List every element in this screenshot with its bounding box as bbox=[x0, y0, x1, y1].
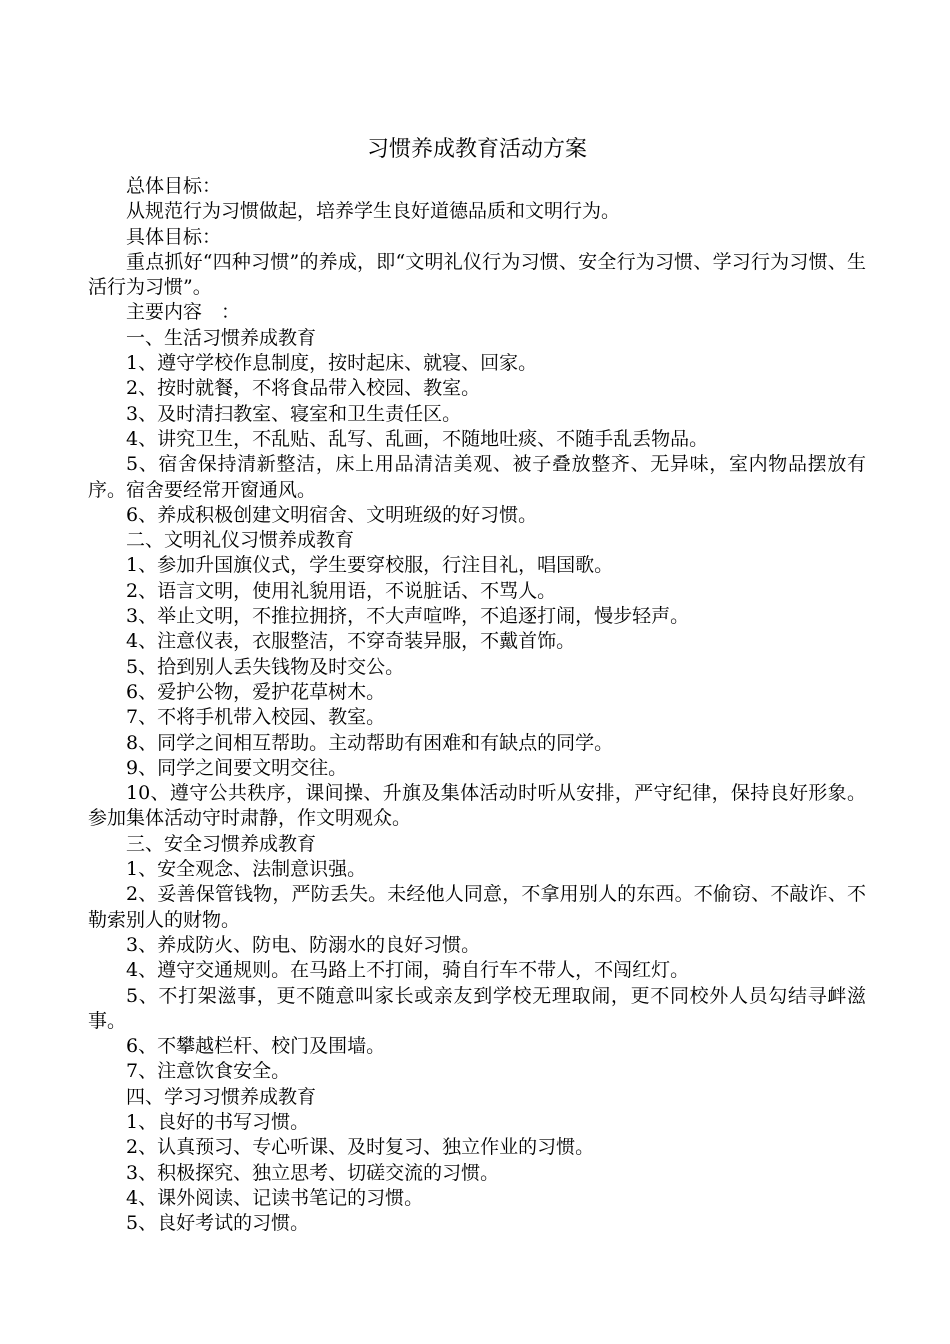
document-title: 习惯养成教育活动方案 bbox=[366, 137, 587, 162]
list-item: 4、讲究卫生，不乱贴、乱写、乱画，不随地吐痰、不随手乱丢物品。 bbox=[126, 427, 709, 450]
document-body bbox=[88, 174, 866, 1236]
paragraph: 重点抓好“四种习惯”的养成，即“文明礼仪行为习惯、安全行为习惯、学习行为习惯、生活行为习惯”。 bbox=[88, 250, 866, 299]
list-item: 4、遵守交通规则。在马路上不打闹，骑自行车不带人，不闯红灯。 bbox=[126, 959, 690, 982]
list-item: 1、良好的书写习惯。 bbox=[126, 1110, 310, 1133]
section-heading: 三、安全习惯养成教育 bbox=[126, 832, 317, 855]
list-item: 10、遵守公共秩序，课间操、升旗及集体活动时听从安排，严守纪律，保持良好形象。参加集体活动守时肃静，作文明观众。 bbox=[88, 782, 866, 830]
list-item: 5、宿舍保持清新整洁，床上用品清洁美观、被子叠放整齐、无异味，室内物品摆放有序。宿舍要经常开窗通风。 bbox=[88, 453, 866, 501]
list-item: 6、爱护公物，爱护花草树木。 bbox=[126, 680, 386, 703]
list-item: 4、课外阅读、记读书笔记的习惯。 bbox=[126, 1186, 424, 1209]
list-item: 3、养成防火、防电、防溺水的良好习惯。 bbox=[126, 933, 481, 956]
section-heading: 二、文明礼仪习惯养成教育 bbox=[126, 529, 355, 552]
list-item: 3、举止文明，不推拉拥挤，不大声喧哗，不追逐打闹，慢步轻声。 bbox=[126, 605, 690, 628]
list-item: 7、不将手机带入校园、教室。 bbox=[126, 706, 386, 729]
list-item: 1、参加升国旗仪式，学生要穿校服，行注目礼，唱国歌。 bbox=[126, 554, 614, 577]
list-item: 7、注意饮食安全。 bbox=[126, 1060, 291, 1083]
list-item: 9、同学之间要文明交往。 bbox=[126, 756, 348, 779]
paragraph: 从规范行为习惯做起，培养学生良好道德品质和文明行为。 bbox=[126, 200, 621, 223]
paragraph: 总体目标： bbox=[126, 175, 222, 197]
list-item: 5、拾到别人丢失钱物及时交公。 bbox=[126, 655, 405, 678]
list-item: 4、注意仪表，衣服整洁，不穿奇装异服，不戴首饰。 bbox=[126, 630, 576, 653]
list-item: 8、同学之间相互帮助。主动帮助有困难和有缺点的同学。 bbox=[126, 731, 614, 754]
list-item: 5、不打架滋事，更不随意叫家长或亲友到学校无理取闹，更不同校外人员勾结寻衅滋事。 bbox=[88, 984, 866, 1032]
section-heading: 一、生活习惯养成教育 bbox=[126, 326, 317, 349]
list-item: 3、积极探究、独立思考、切磋交流的习惯。 bbox=[126, 1161, 500, 1184]
paragraph: 具体目标： bbox=[126, 225, 222, 248]
list-item: 2、语言文明，使用礼貌用语，不说脏话、不骂人。 bbox=[126, 579, 557, 602]
section-heading: 四、学习习惯养成教育 bbox=[126, 1085, 317, 1108]
list-item: 1、安全观念、法制意识强。 bbox=[126, 858, 367, 881]
list-item: 6、不攀越栏杆、校门及围墙。 bbox=[126, 1035, 386, 1058]
list-item: 2、妥善保管钱物，严防丢失。未经他人同意，不拿用别人的东西。不偷窃、不敲诈、不勒索别人的财物。 bbox=[88, 883, 866, 931]
list-item: 5、良好考试的习惯。 bbox=[126, 1212, 310, 1235]
document-page bbox=[88, 128, 866, 1236]
list-item: 2、认真预习、专心听课、及时复习、独立作业的习惯。 bbox=[126, 1136, 595, 1159]
list-item: 6、养成积极创建文明宿舍、文明班级的好习惯。 bbox=[126, 503, 538, 526]
list-item: 1、遵守学校作息制度，按时起床、就寝、回家。 bbox=[126, 352, 538, 375]
list-item: 3、及时清扫教室、寝室和卫生责任区。 bbox=[126, 402, 462, 425]
paragraph: 主要内容 ： bbox=[126, 301, 241, 324]
list-item: 2、按时就餐，不将食品带入校园、教室。 bbox=[126, 377, 481, 400]
